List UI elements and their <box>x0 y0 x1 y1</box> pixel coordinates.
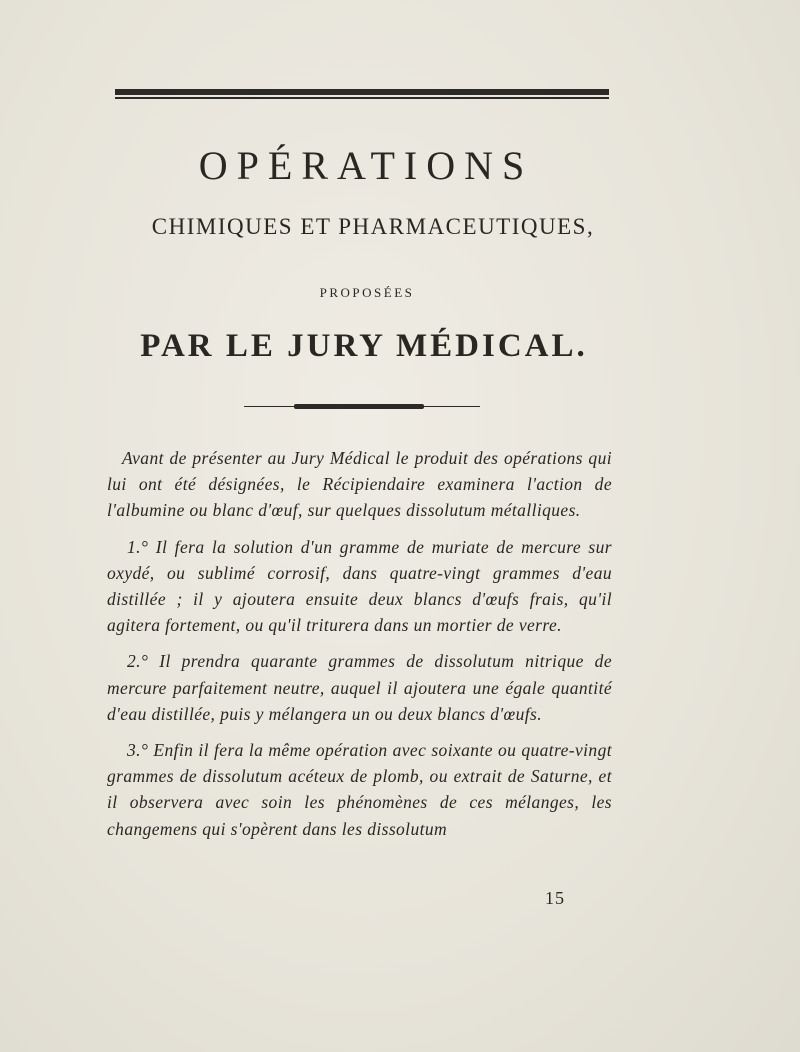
body-text <box>107 445 612 852</box>
paragraph-step-1: 1.° Il fera la solution d'un gramme de muriate de mercure sur oxydé, ou sublimé corrosif, dans quatre-vingt grammes d'eau distillée ; il y ajoutera ensuite deux blancs d'œufs frais, qu'il agitera fortement, ou qu'il triturera dans un mortier de verre. <box>107 536 612 636</box>
page-subtitle: CHIMIQUES ET PHARMACEUTIQUES, <box>151 214 595 239</box>
proposed-label: PROPOSÉES <box>319 285 415 300</box>
page-number: 15 <box>545 888 565 908</box>
page-title: OPÉRATIONS <box>198 143 534 188</box>
paragraph-intro: Avant de présenter au Jury Médical le produit des opérations qui lui ont été désignées, le Récipiendaire examinera l'action de l'albumine ou blanc d'œuf, sur quelques dissolutum métalliques. <box>107 448 612 521</box>
paragraph-step-2: 2.° Il prendra quarante grammes de dissolutum nitrique de mercure parfaitement neutre, auquel il ajoutera une égale quantité d'eau distillée, puis y mélangera un ou deux blancs d'œufs. <box>107 651 612 724</box>
authority-heading: PAR LE JURY MÉDICAL. <box>140 328 588 364</box>
top-double-rule <box>115 89 609 100</box>
paragraph-step-3: 3.° Enfin il fera la même opération avec soixante ou quatre-vingt grammes de dissolutum acéteux de plomb, ou extrait de Saturne, et il observera avec soin les phénomènes de ces mélanges, les changemens qui s'opèrent dans les dissolutum <box>107 740 612 839</box>
ornamental-rule <box>244 404 480 409</box>
